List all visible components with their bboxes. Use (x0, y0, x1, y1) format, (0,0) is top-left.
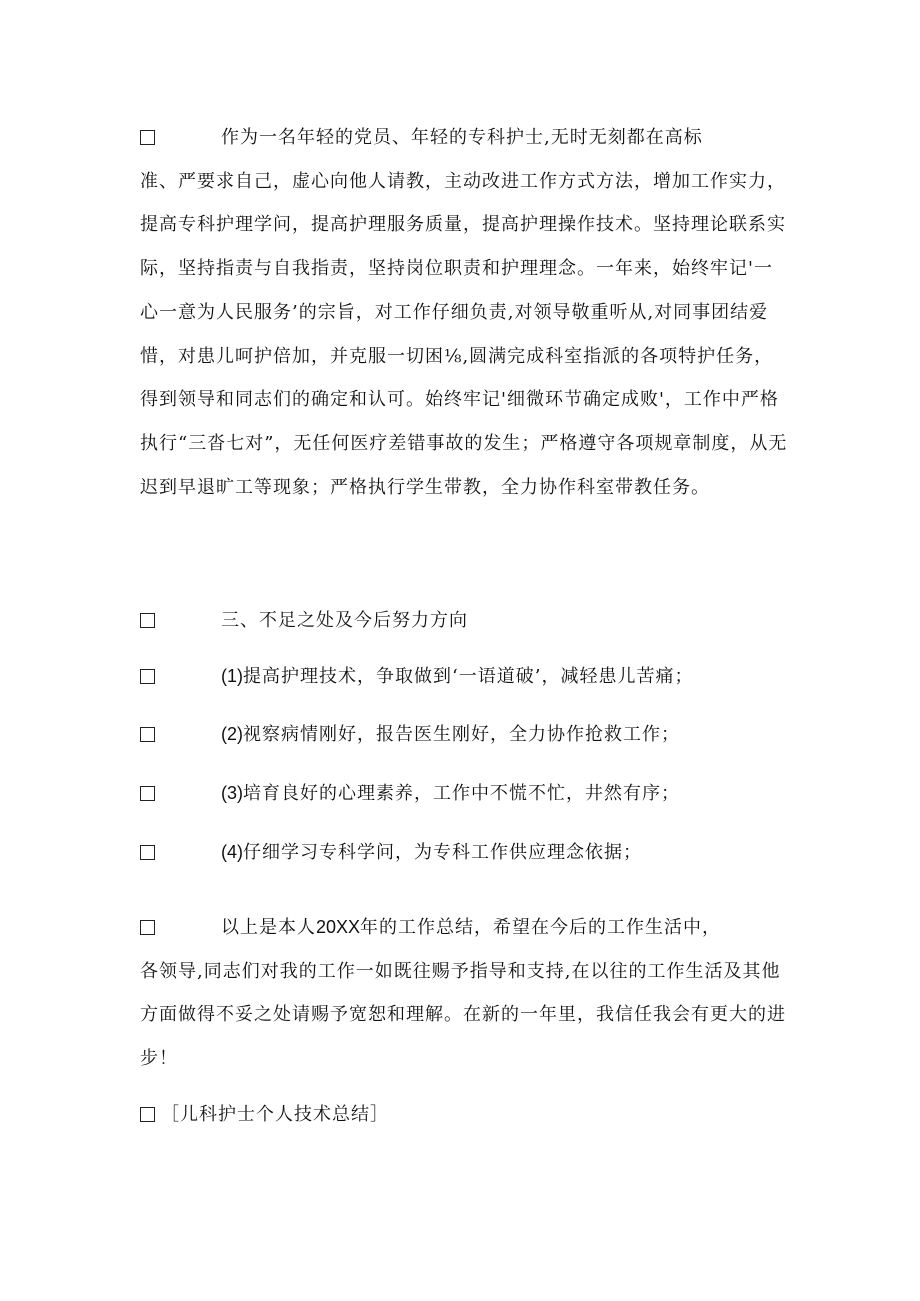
list-item (140, 837, 790, 867)
list-item (140, 661, 790, 691)
checkbox-icon (140, 669, 155, 684)
checkbox-icon (140, 130, 155, 145)
list-item (140, 778, 790, 808)
document-footer-title (140, 1100, 790, 1130)
list-item-text: 视察病情刚好，报告医生刚好，全力协作抢救工作； (243, 724, 680, 745)
checkbox-icon (140, 613, 155, 628)
list-item-text: 培育良好的心理素养，工作中不慌不忙，井然有序； (243, 783, 680, 804)
footer-title-text: ［儿科护士个人技术总结］ (161, 1104, 389, 1125)
checkbox-icon (140, 920, 155, 935)
list-item-text: 仔细学习专科学问，为专科工作供应理念依据； (243, 842, 642, 863)
paragraph-1 (140, 116, 790, 509)
closing-paragraph (140, 906, 790, 1081)
list-item (140, 719, 790, 749)
checkbox-icon (140, 1107, 155, 1122)
checkbox-icon (140, 845, 155, 860)
closing-body: 各领导,同志们对我的工作一如既往赐予指导和支持,在以往的工作生活及其他方面做得不妥之处请赐予宽恕和理解。在新的一年里，我信任我会有更大的进步！ (140, 960, 786, 1070)
list-item-number: (3) (221, 783, 243, 803)
paragraph-1-first-line: 作为一名年轻的党员、年轻的专科护士,无时无刻都在高标 (221, 127, 703, 148)
checkbox-icon (140, 727, 155, 742)
section-heading (140, 606, 790, 636)
list-item-number: (1) (221, 666, 243, 686)
list-item-text: 提高护理技术，争取做到‘一语道破’，减轻患儿苦痛； (243, 666, 694, 687)
paragraph-1-body: 准、严要求自己，虚心向他人请教，主动改进工作方式方法，增加工作实力，提高专科护理学问，提高护理服务质量，提高护理操作技术。坚持理论联系实际，坚持指责与自我指责，坚持岗位职责和护理理念。一年来，始终牢记'一心一意为人民服务’的宗旨，对工作仔细负责,对领导敬重听从,对同事团结爱惜，对患儿呵护倍加，并克服一切困⅛,圆满完成科室指派的各项特护任务，得到领导和同志们的确定和认可。始终牢记'细微环节确定成败'，工作中严格执行“三沓七对”，无任何医疗差错事故的发生；严格遵守各项规章制度，从无迟到早退旷工等现象；严格执行学生带教，全力协作科室带教任务。 (140, 170, 788, 498)
closing-first-line-pre: 以上是本人 (221, 917, 316, 938)
list-item-number: (2) (221, 724, 243, 744)
list-item-number: (4) (221, 842, 243, 862)
checkbox-icon (140, 786, 155, 801)
closing-year: 20XX (316, 917, 361, 937)
closing-first-line-post: 年的工作总结，希望在今后的工作生活中， (360, 917, 722, 938)
section-heading-text: 三、不足之处及今后努力方向 (221, 610, 468, 631)
